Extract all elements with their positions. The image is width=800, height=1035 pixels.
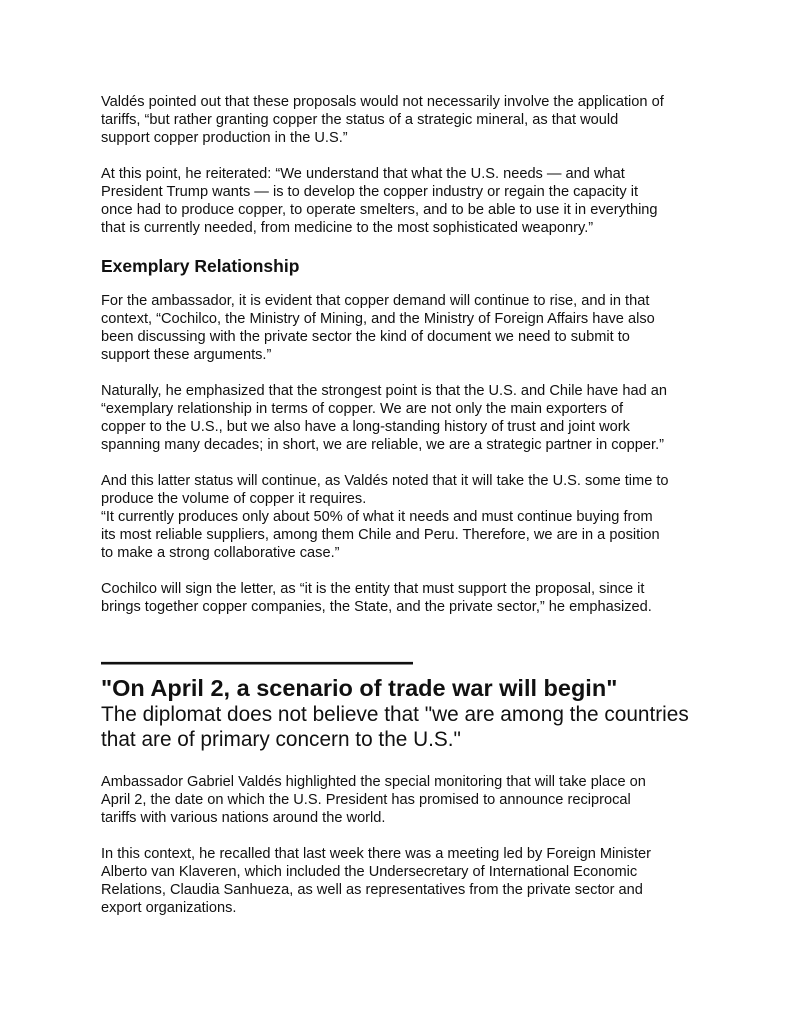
paragraph-cochilco: Cochilco will sign the letter, as “it is the entity that must support the proposal, since it brings together copper companies, the State, and the private sector,” he emphasized. — [101, 581, 652, 615]
paragraph-reiteration: At this point, he reiterated: “We understand that what the U.S. needs — and what President Trump wants — is to develop the copper industry or regain the capacity it once had to produce copper, to operate smelters, and to be able to use it in everything that is currently needed, from medicine to the most sophisticated weaponry.” — [101, 166, 658, 236]
paragraph-quote-production: “It currently produces only about 50% of what it needs and must continue buying from its most reliable suppliers, among them Chile and Peru. Therefore, we are in a position to make a strong collaborative case.” — [101, 509, 660, 561]
paragraph-meeting: In this context, he recalled that last week there was a meeting led by Foreign Minister Alberto van Klaveren, which included the Undersecretary of International Economic Relations, Claudia Sanhueza, as well as representatives from the private sector and export organizations. — [101, 846, 651, 916]
paragraph-exemplary-relationship: Naturally, he emphasized that the strongest point is that the U.S. and Chile have had an “exemplary relationship in terms of copper. We are not only the main exporters of copper to the U.S., but we also have a long-standing history of trust and joint work spanning many decades; in short, we are reliable, we are a strategic partner in copper.” — [101, 383, 667, 453]
paragraph-april-monitoring: Ambassador Gabriel Valdés highlighted the special monitoring that will take place on April 2, the date on which the U.S. President has promised to announce reciprocal tariffs with various nations around the world. — [101, 774, 646, 826]
document-page — [101, 93, 711, 935]
article-deck: The diplomat does not believe that "we are among the countries that are of primary concern to the U.S." — [101, 703, 689, 751]
article-headline: "On April 2, a scenario of trade war will begin" — [101, 675, 618, 701]
section-heading: Exemplary Relationship — [101, 256, 300, 276]
paragraph-proposals: Valdés pointed out that these proposals would not necessarily involve the application of tariffs, “but rather granting copper the status of a strategic mineral, as that would support copper production in the U.S.” — [101, 94, 664, 146]
paragraph-status: And this latter status will continue, as Valdés noted that it will take the U.S. some time to produce the volume of copper it requires. — [101, 473, 669, 507]
section-divider: ———————————— — [101, 646, 413, 676]
paragraph-copper-demand: For the ambassador, it is evident that copper demand will continue to rise, and in that context, “Cochilco, the Ministry of Mining, and the Ministry of Foreign Affairs have also been discussing with the private sector the kind of document we need to submit to support these arguments.” — [101, 293, 655, 363]
